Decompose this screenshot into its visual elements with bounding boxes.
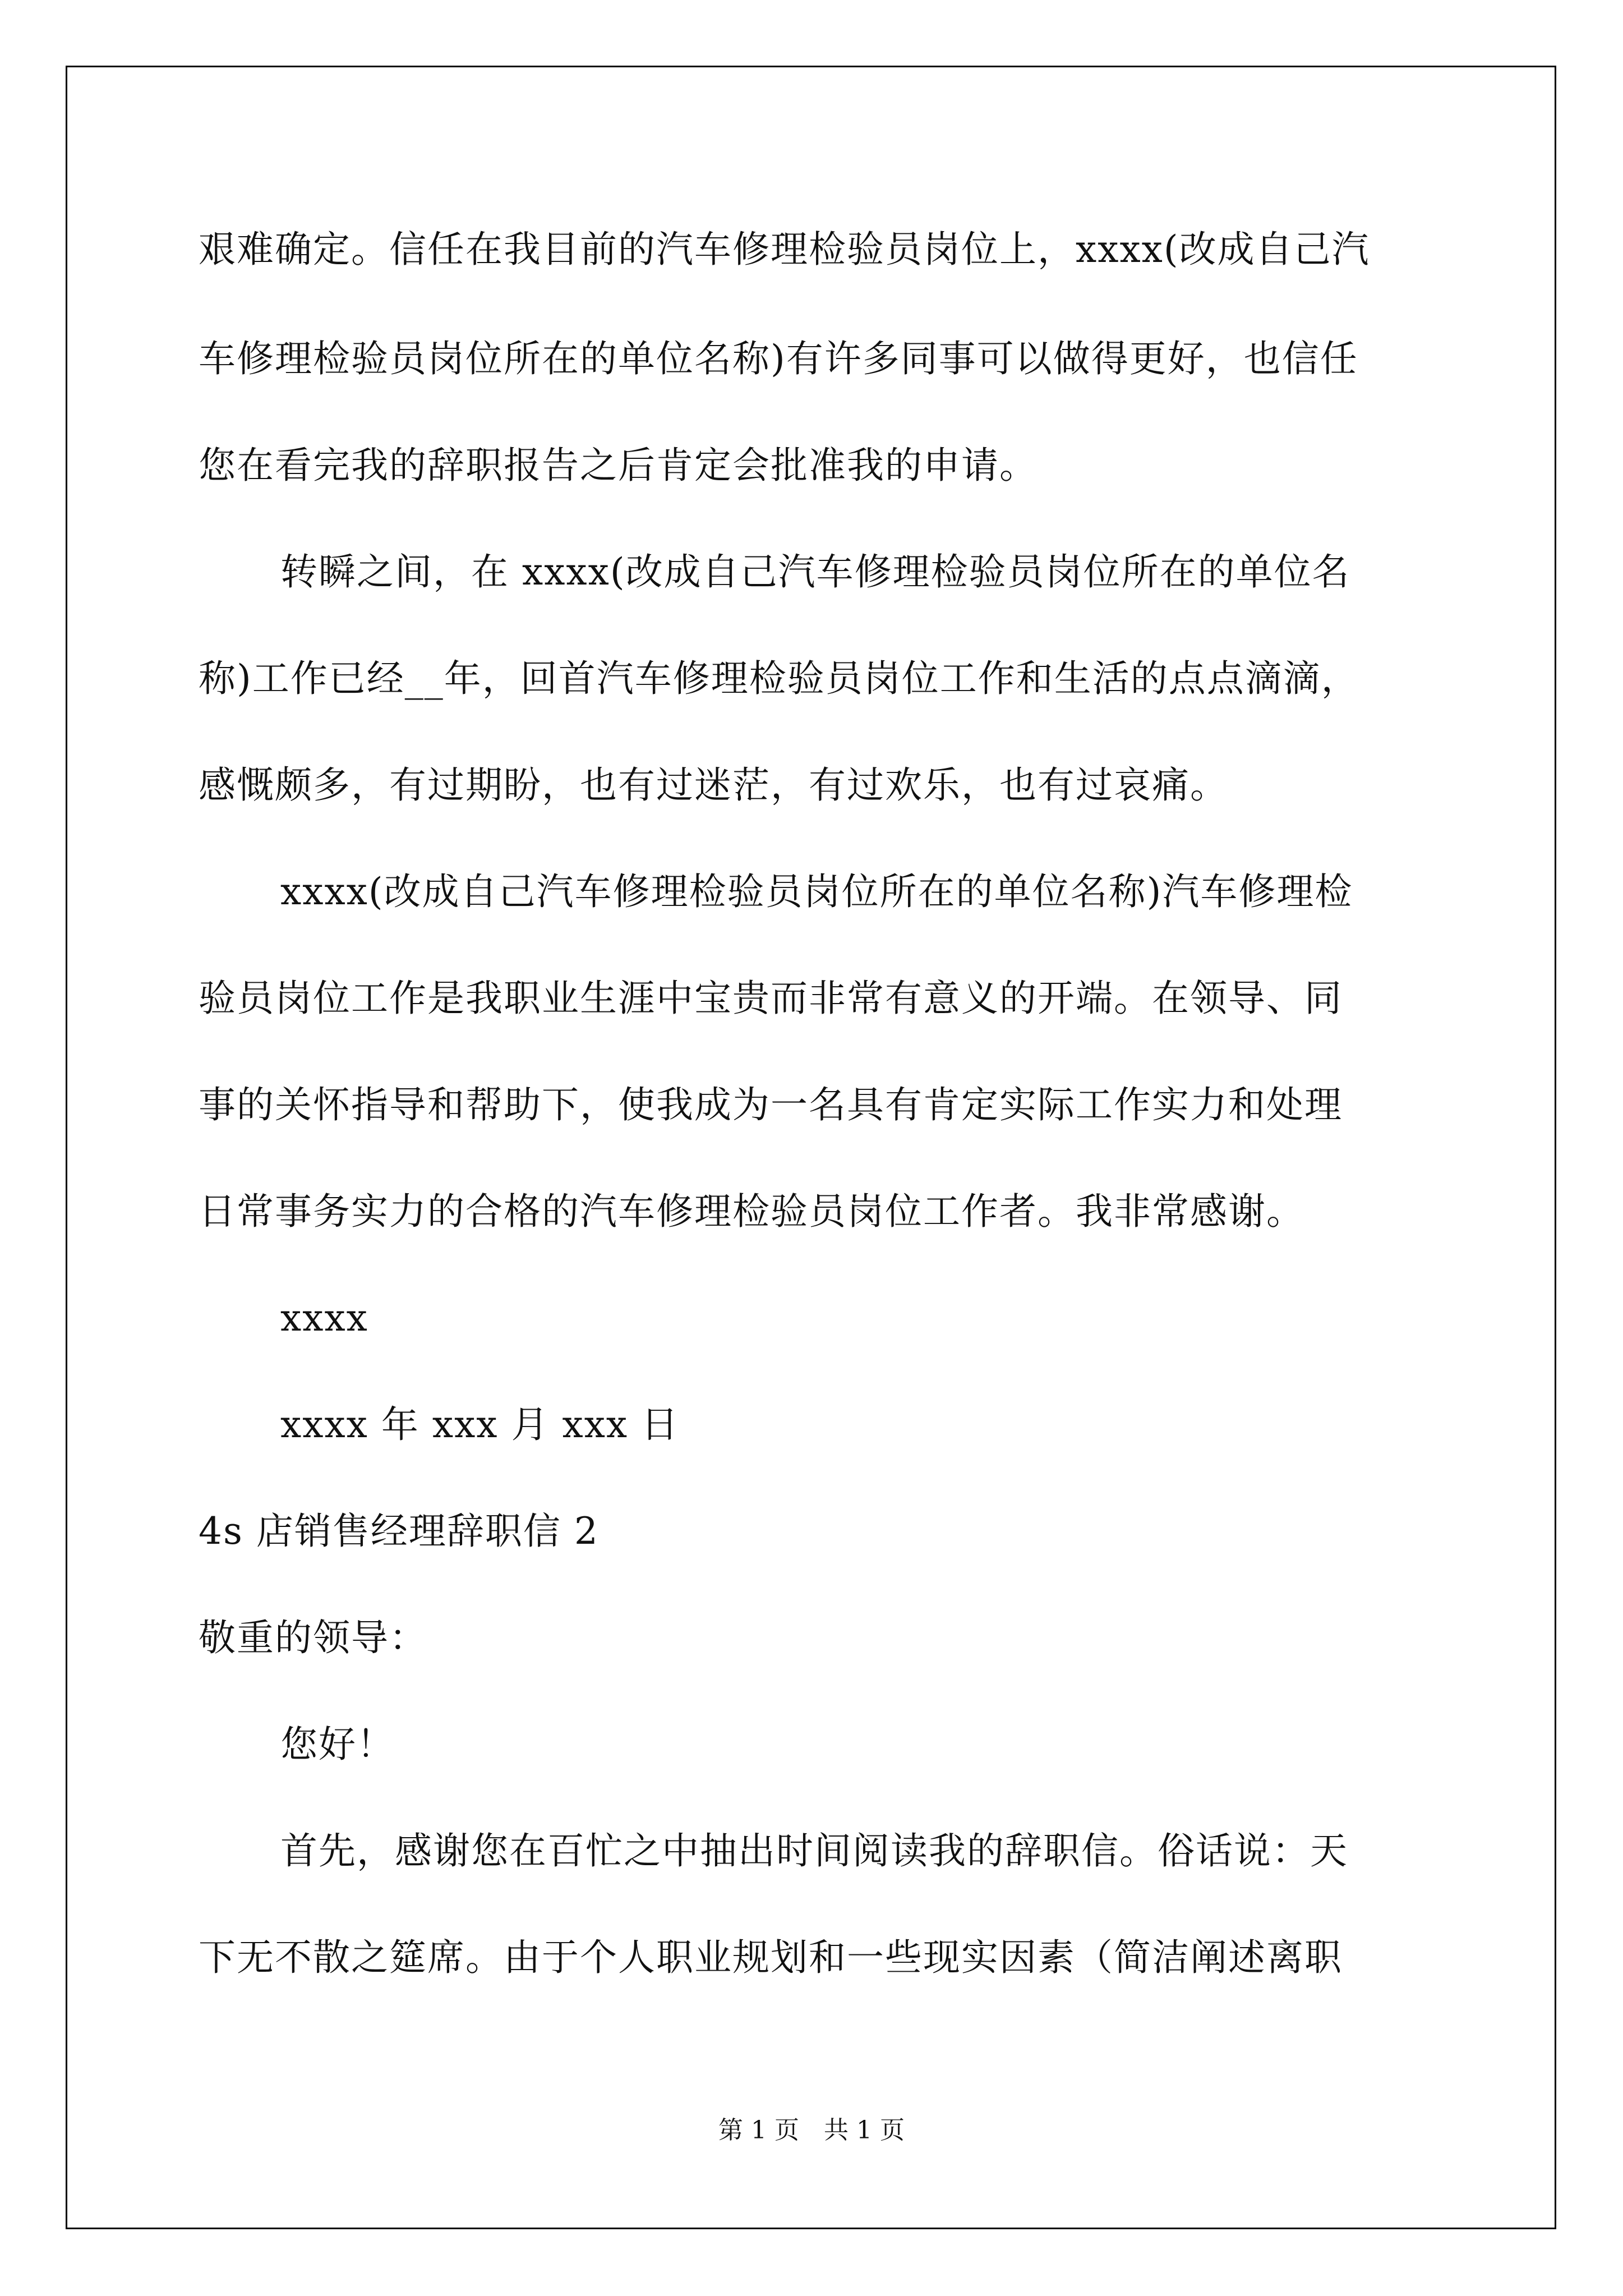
text-line: 您在看完我的辞职报告之后肯定会批准我的申请。 — [199, 444, 1038, 487]
salutation: 敬重的领导： — [199, 1616, 427, 1659]
text-line: xxxx(改成自己汽车修理检验员岗位所在的单位名称)汽车修理检 — [280, 870, 1353, 913]
section-title: 4s 店销售经理辞职信 2 — [199, 1510, 599, 1553]
text-line: 称)工作已经__年，回首汽车修理检验员岗位工作和生活的点点滴滴， — [199, 657, 1359, 700]
page-border — [66, 66, 1556, 2229]
greeting: 您好！ — [280, 1723, 395, 1766]
text-line: 艰难确定。信任在我目前的汽车修理检验员岗位上，xxxx(改成自己汽 — [199, 228, 1370, 271]
text-line: 转瞬之间，在 xxxx(改成自己汽车修理检验员岗位所在的单位名 — [280, 550, 1350, 593]
text-line: 验员岗位工作是我职业生涯中宝贵而非常有意义的开端。在领导、同 — [199, 977, 1343, 1020]
text-line: 感慨颇多，有过期盼，也有过迷茫，有过欢乐，也有过哀痛。 — [199, 763, 1228, 807]
text-line: 日常事务实力的合格的汽车修理检验员岗位工作者。我非常感谢。 — [199, 1190, 1304, 1233]
signature-name: xxxx — [280, 1296, 368, 1340]
signature-date: xxxx 年 xxx 月 xxx 日 — [280, 1403, 680, 1446]
text-line: 事的关怀指导和帮助下，使我成为一名具有肯定实际工作实力和处理 — [199, 1083, 1343, 1126]
text-line: 下无不散之筵席。由于个人职业规划和一些现实因素（简洁阐述离职 — [199, 1936, 1343, 1979]
text-line: 首先，感谢您在百忙之中抽出时间阅读我的辞职信。俗话说：天 — [280, 1829, 1348, 1872]
text-line: 车修理检验员岗位所在的单位名称)有许多同事可以做得更好，也信任 — [199, 337, 1358, 380]
page-number-footer: 第 1 页 共 1 页 — [718, 2116, 905, 2145]
